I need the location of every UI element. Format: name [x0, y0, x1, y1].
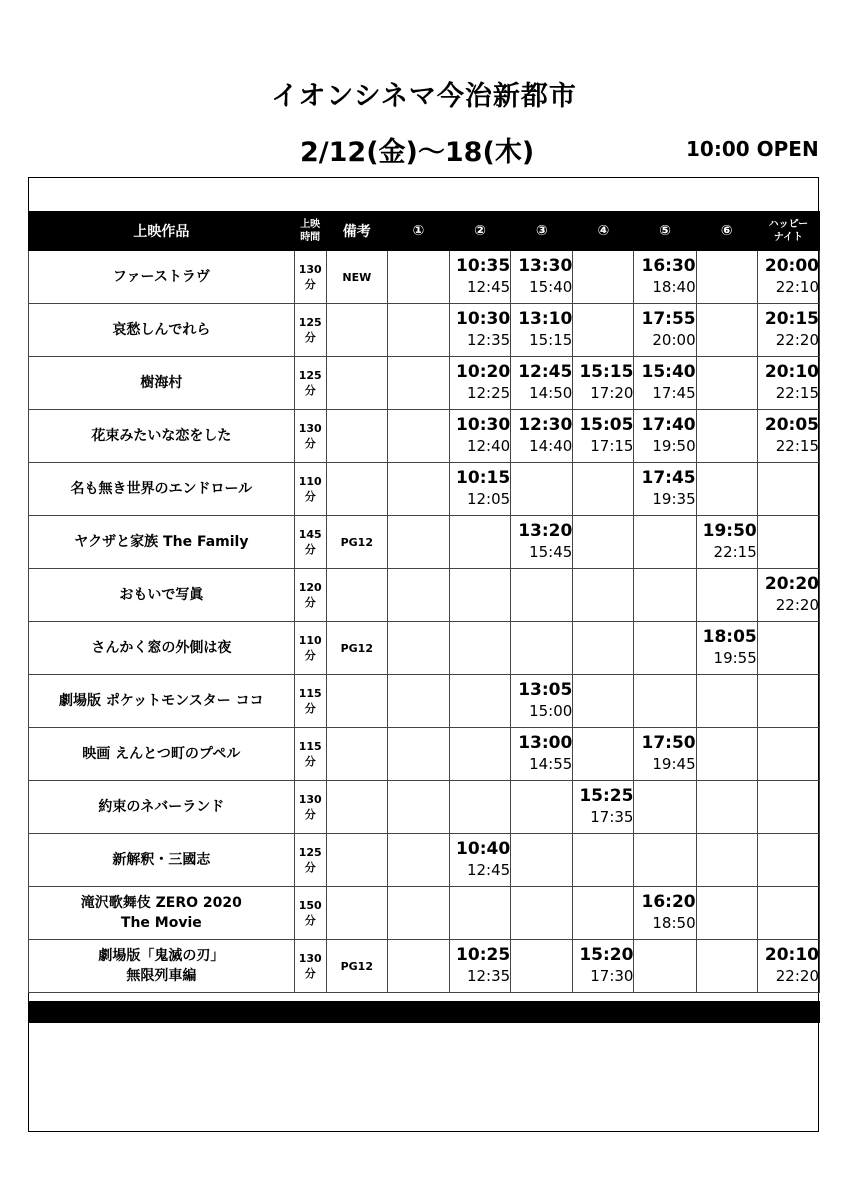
movie-title-line: 花束みたいな恋をした	[91, 428, 232, 444]
showtime-cell-happy-night	[757, 357, 819, 410]
showtime-cell-screen-1	[387, 887, 449, 940]
movie-row	[29, 463, 820, 516]
movie-runtime	[294, 410, 326, 463]
end-time: 12:35	[466, 967, 511, 985]
start-time: 16:20	[641, 892, 696, 912]
movie-row	[29, 569, 820, 622]
col-screen-4-header: ④	[573, 212, 634, 251]
end-time: 12:45	[466, 278, 511, 296]
col-happy-night-header	[757, 212, 819, 251]
showtime-cell-screen-1	[387, 622, 449, 675]
movie-title-line: 約束のネバーランド	[98, 799, 225, 815]
movie-title	[29, 304, 295, 357]
showtime-cell-screen-1	[387, 463, 449, 516]
runtime-unit: 分	[304, 967, 316, 980]
runtime-unit: 分	[304, 755, 316, 768]
movie-runtime	[294, 728, 326, 781]
end-time: 19:55	[713, 649, 757, 667]
end-time: 17:15	[590, 437, 634, 455]
start-time: 20:20	[764, 574, 819, 594]
showtime-cell-screen-6	[696, 569, 757, 622]
showtime-cell-screen-5	[634, 834, 696, 887]
showtime-cell-screen-3	[511, 357, 573, 410]
start-time: 17:55	[641, 309, 696, 329]
movie-note	[326, 887, 387, 940]
end-time: 22:10	[775, 278, 819, 296]
showtime-cell-screen-5	[634, 675, 696, 728]
movie-title	[29, 569, 295, 622]
showtime-cell-screen-6	[696, 304, 757, 357]
end-time: 18:40	[652, 278, 696, 296]
footer-bar	[28, 1001, 820, 1023]
showtime-cell-screen-1	[387, 304, 449, 357]
movie-runtime	[294, 834, 326, 887]
showtime-cell-screen-4	[573, 410, 634, 463]
movie-note	[326, 463, 387, 516]
movie-title-line: 無限列車編	[126, 968, 197, 984]
showtime-cell-screen-4	[573, 940, 634, 993]
col-screen-3-header: ③	[511, 212, 573, 251]
end-time: 20:00	[652, 331, 696, 349]
showtime-cell-screen-2	[450, 622, 511, 675]
movie-row	[29, 304, 820, 357]
runtime-minutes: 125	[298, 369, 322, 382]
start-time: 13:00	[518, 733, 573, 753]
showtime-cell-screen-5	[634, 569, 696, 622]
showtime-cell-screen-1	[387, 675, 449, 728]
showtime-cell-screen-6	[696, 781, 757, 834]
runtime-unit: 分	[304, 808, 316, 821]
end-time: 12:35	[466, 331, 511, 349]
runtime-unit: 分	[304, 384, 316, 397]
movie-title	[29, 251, 295, 304]
start-time: 20:15	[764, 309, 819, 329]
showtime-cell-screen-5	[634, 357, 696, 410]
showtime-cell-screen-2	[450, 516, 511, 569]
movie-note: PG12	[326, 622, 387, 675]
movie-title-line: おもいで写眞	[119, 587, 204, 603]
col-screen-6-header: ⑥	[696, 212, 757, 251]
header-row	[29, 212, 820, 251]
end-time: 17:30	[590, 967, 634, 985]
open-time: 10:00 OPEN	[686, 137, 819, 161]
movie-title-line: ファーストラヴ	[112, 269, 210, 285]
end-time: 14:50	[529, 384, 573, 402]
movie-note: PG12	[326, 940, 387, 993]
runtime-minutes: 130	[298, 263, 322, 276]
movie-runtime	[294, 304, 326, 357]
movie-row	[29, 940, 820, 993]
movie-note: NEW	[326, 251, 387, 304]
start-time: 20:00	[764, 256, 819, 276]
movie-note	[326, 357, 387, 410]
movie-row	[29, 516, 820, 569]
showtime-cell-screen-2	[450, 940, 511, 993]
runtime-minutes: 145	[298, 528, 322, 541]
end-time: 15:15	[529, 331, 573, 349]
start-time: 19:50	[702, 521, 757, 541]
movie-row	[29, 675, 820, 728]
movie-row	[29, 357, 820, 410]
showtime-cell-happy-night	[757, 622, 819, 675]
end-time: 22:20	[775, 596, 819, 614]
movie-title-line: 映画 えんとつ町のプペル	[82, 746, 241, 762]
showtime-cell-screen-1	[387, 516, 449, 569]
start-time: 10:35	[456, 256, 511, 276]
col-title-header: 上映作品	[29, 212, 295, 251]
showtime-cell-screen-3	[511, 622, 573, 675]
showtime-cell-screen-4	[573, 569, 634, 622]
movie-title-line: 樹海村	[140, 375, 183, 391]
showtime-cell-screen-3	[511, 569, 573, 622]
movie-row	[29, 887, 820, 940]
date-range: 2/12(金)～18(木)	[300, 137, 535, 168]
showtime-cell-screen-6	[696, 410, 757, 463]
start-time: 13:20	[518, 521, 573, 541]
runtime-unit: 分	[304, 649, 316, 662]
end-time: 14:40	[529, 437, 573, 455]
start-time: 15:40	[641, 362, 696, 382]
movie-title-line: 滝沢歌舞伎 ZERO 2020	[80, 895, 242, 911]
movie-runtime	[294, 940, 326, 993]
showtime-cell-happy-night	[757, 781, 819, 834]
runtime-minutes: 115	[298, 687, 322, 700]
runtime-minutes: 115	[298, 740, 322, 753]
showtime-cell-screen-6	[696, 622, 757, 675]
runtime-unit: 分	[304, 278, 316, 291]
showtime-cell-happy-night	[757, 516, 819, 569]
movie-title	[29, 834, 295, 887]
showtime-cell-screen-3	[511, 728, 573, 781]
runtime-unit: 分	[304, 490, 316, 503]
movie-title-line: 新解釈・三國志	[112, 852, 211, 868]
happy-header-line1: ハッピー	[768, 219, 809, 230]
movie-row	[29, 622, 820, 675]
showtime-cell-screen-1	[387, 834, 449, 887]
movie-row	[29, 251, 820, 304]
showtime-cell-screen-1	[387, 357, 449, 410]
showtime-cell-screen-2	[450, 781, 511, 834]
showtime-cell-screen-4	[573, 357, 634, 410]
end-time: 17:35	[590, 808, 634, 826]
end-time: 22:20	[775, 331, 819, 349]
showtime-cell-screen-2	[450, 463, 511, 516]
showtime-cell-screen-3	[511, 251, 573, 304]
col-notes-header: 備考	[326, 212, 387, 251]
runtime-minutes: 130	[298, 422, 322, 435]
movie-title-line: 名も無き世界のエンドロール	[70, 481, 253, 497]
showtime-cell-screen-2	[450, 357, 511, 410]
movie-title	[29, 622, 295, 675]
movie-runtime	[294, 675, 326, 728]
showtime-cell-screen-6	[696, 834, 757, 887]
showtime-cell-screen-4	[573, 251, 634, 304]
showtime-cell-screen-3	[511, 834, 573, 887]
end-time: 19:35	[652, 490, 696, 508]
start-time: 12:45	[518, 362, 573, 382]
start-time: 10:40	[456, 839, 511, 859]
end-time: 17:20	[590, 384, 634, 402]
end-time: 14:55	[529, 755, 573, 773]
showtime-cell-screen-2	[450, 728, 511, 781]
showtime-cell-screen-5	[634, 410, 696, 463]
runtime-minutes: 130	[298, 952, 322, 965]
showtime-cell-screen-4	[573, 463, 634, 516]
showtime-cell-screen-5	[634, 463, 696, 516]
movie-note	[326, 675, 387, 728]
movie-title	[29, 463, 295, 516]
movie-row	[29, 410, 820, 463]
showtime-cell-screen-3	[511, 781, 573, 834]
runtime-minutes: 130	[298, 793, 322, 806]
showtime-cell-screen-4	[573, 781, 634, 834]
start-time: 10:25	[456, 945, 511, 965]
movie-title-line: ヤクザと家族 The Family	[74, 534, 249, 550]
showtime-cell-screen-5	[634, 516, 696, 569]
runtime-minutes: 125	[298, 316, 322, 329]
start-time: 12:30	[518, 415, 573, 435]
showtime-cell-screen-4	[573, 728, 634, 781]
runtime-header-line2: 時間	[300, 232, 321, 243]
showtime-cell-screen-3	[511, 410, 573, 463]
movie-runtime	[294, 516, 326, 569]
showtime-cell-happy-night	[757, 728, 819, 781]
start-time: 20:10	[764, 945, 819, 965]
start-time: 15:20	[579, 945, 634, 965]
col-screen-1-header: ①	[387, 212, 449, 251]
movie-note	[326, 410, 387, 463]
end-time: 22:15	[775, 437, 819, 455]
movie-runtime	[294, 622, 326, 675]
end-time: 12:45	[466, 861, 511, 879]
showtime-cell-screen-6	[696, 728, 757, 781]
showtime-cell-happy-night	[757, 675, 819, 728]
movie-runtime	[294, 463, 326, 516]
showtime-cell-screen-4	[573, 675, 634, 728]
end-time: 15:00	[529, 702, 573, 720]
runtime-unit: 分	[304, 596, 316, 609]
movie-note: PG12	[326, 516, 387, 569]
showtime-cell-screen-2	[450, 569, 511, 622]
showtime-cell-screen-4	[573, 887, 634, 940]
showtime-cell-happy-night	[757, 304, 819, 357]
showtime-cell-screen-2	[450, 834, 511, 887]
movie-title	[29, 940, 295, 993]
movie-note	[326, 781, 387, 834]
movie-note	[326, 728, 387, 781]
movie-title	[29, 410, 295, 463]
showtime-cell-screen-5	[634, 304, 696, 357]
start-time: 17:50	[641, 733, 696, 753]
showtime-cell-screen-3	[511, 516, 573, 569]
showtime-cell-happy-night	[757, 410, 819, 463]
showtime-cell-screen-3	[511, 940, 573, 993]
start-time: 16:30	[641, 256, 696, 276]
movie-title	[29, 675, 295, 728]
showtime-cell-screen-5	[634, 251, 696, 304]
runtime-unit: 分	[304, 331, 316, 344]
showtime-cell-screen-3	[511, 463, 573, 516]
end-time: 12:25	[466, 384, 511, 402]
showtime-cell-happy-night	[757, 887, 819, 940]
runtime-minutes: 150	[298, 899, 322, 912]
showtime-cell-happy-night	[757, 569, 819, 622]
movie-note	[326, 569, 387, 622]
movie-note	[326, 834, 387, 887]
showtime-cell-screen-6	[696, 675, 757, 728]
showtime-cell-screen-5	[634, 781, 696, 834]
runtime-minutes: 110	[298, 475, 322, 488]
showtime-cell-happy-night	[757, 251, 819, 304]
col-screen-5-header: ⑤	[634, 212, 696, 251]
showtime-cell-screen-2	[450, 675, 511, 728]
start-time: 20:05	[764, 415, 819, 435]
start-time: 13:30	[518, 256, 573, 276]
runtime-unit: 分	[304, 543, 316, 556]
showtime-cell-screen-6	[696, 251, 757, 304]
showtime-cell-screen-3	[511, 675, 573, 728]
col-runtime-header	[294, 212, 326, 251]
showtime-cell-screen-2	[450, 304, 511, 357]
showtime-cell-screen-1	[387, 569, 449, 622]
movie-title-line: 劇場版 ポケットモンスター ココ	[59, 693, 264, 709]
start-time: 17:45	[641, 468, 696, 488]
showtime-cell-screen-6	[696, 463, 757, 516]
movie-runtime	[294, 569, 326, 622]
showtime-cell-screen-5	[634, 940, 696, 993]
runtime-unit: 分	[304, 861, 316, 874]
showtime-cell-screen-2	[450, 410, 511, 463]
theater-title: イオンシネマ今治新都市	[271, 81, 577, 112]
movie-note	[326, 304, 387, 357]
movie-title	[29, 887, 295, 940]
end-time: 18:50	[652, 914, 696, 932]
runtime-minutes: 125	[298, 846, 322, 859]
showtime-cell-screen-6	[696, 516, 757, 569]
end-time: 17:45	[652, 384, 696, 402]
start-time: 10:30	[456, 415, 511, 435]
showtime-cell-happy-night	[757, 940, 819, 993]
showtime-cell-screen-5	[634, 887, 696, 940]
showtime-cell-screen-6	[696, 940, 757, 993]
start-time: 13:05	[518, 680, 573, 700]
movie-row	[29, 834, 820, 887]
start-time: 17:40	[641, 415, 696, 435]
runtime-header-line1: 上映	[300, 219, 321, 230]
showtime-cell-screen-4	[573, 622, 634, 675]
schedule-table	[28, 211, 820, 993]
showtime-cell-screen-1	[387, 940, 449, 993]
movie-runtime	[294, 887, 326, 940]
showtime-cell-screen-2	[450, 887, 511, 940]
runtime-unit: 分	[304, 914, 316, 927]
col-screen-2-header: ②	[450, 212, 511, 251]
movie-runtime	[294, 781, 326, 834]
runtime-minutes: 120	[298, 581, 322, 594]
showtime-cell-screen-4	[573, 516, 634, 569]
showtime-cell-screen-6	[696, 887, 757, 940]
start-time: 15:25	[579, 786, 634, 806]
end-time: 19:45	[652, 755, 696, 773]
showtime-cell-happy-night	[757, 834, 819, 887]
end-time: 22:20	[775, 967, 819, 985]
showtime-cell-screen-1	[387, 728, 449, 781]
start-time: 13:10	[518, 309, 573, 329]
movie-title-line: 哀愁しんでれら	[112, 322, 211, 338]
start-time: 10:15	[456, 468, 511, 488]
start-time: 20:10	[764, 362, 819, 382]
movie-runtime	[294, 357, 326, 410]
runtime-unit: 分	[304, 437, 316, 450]
end-time: 22:15	[713, 543, 757, 561]
runtime-minutes: 110	[298, 634, 322, 647]
movie-title	[29, 781, 295, 834]
movie-row	[29, 728, 820, 781]
end-time: 15:45	[529, 543, 573, 561]
showtime-cell-screen-4	[573, 304, 634, 357]
showtime-cell-screen-1	[387, 781, 449, 834]
end-time: 19:50	[652, 437, 696, 455]
showtime-cell-screen-4	[573, 834, 634, 887]
showtime-cell-screen-6	[696, 357, 757, 410]
showtime-cell-screen-5	[634, 728, 696, 781]
movie-title	[29, 728, 295, 781]
movie-title-line: さんかく窓の外側は夜	[91, 640, 232, 656]
showtime-cell-screen-5	[634, 622, 696, 675]
showtime-cell-screen-3	[511, 887, 573, 940]
showtime-cell-screen-1	[387, 410, 449, 463]
movie-title-line: The Movie	[120, 915, 202, 931]
end-time: 12:40	[466, 437, 511, 455]
movie-title	[29, 516, 295, 569]
runtime-unit: 分	[304, 702, 316, 715]
movie-runtime	[294, 251, 326, 304]
start-time: 10:30	[456, 309, 511, 329]
start-time: 15:15	[579, 362, 634, 382]
movie-title-line: 劇場版「鬼滅の刃」	[98, 948, 225, 964]
start-time: 10:20	[456, 362, 511, 382]
happy-header-line2: ナイト	[773, 232, 804, 243]
end-time: 15:40	[529, 278, 573, 296]
showtime-cell-screen-1	[387, 251, 449, 304]
showtime-cell-screen-3	[511, 304, 573, 357]
start-time: 15:05	[579, 415, 634, 435]
showtime-cell-happy-night	[757, 463, 819, 516]
movie-row	[29, 781, 820, 834]
showtime-cell-screen-2	[450, 251, 511, 304]
start-time: 18:05	[702, 627, 757, 647]
end-time: 22:15	[775, 384, 819, 402]
end-time: 12:05	[466, 490, 511, 508]
schedule-body	[29, 251, 820, 993]
movie-title	[29, 357, 295, 410]
